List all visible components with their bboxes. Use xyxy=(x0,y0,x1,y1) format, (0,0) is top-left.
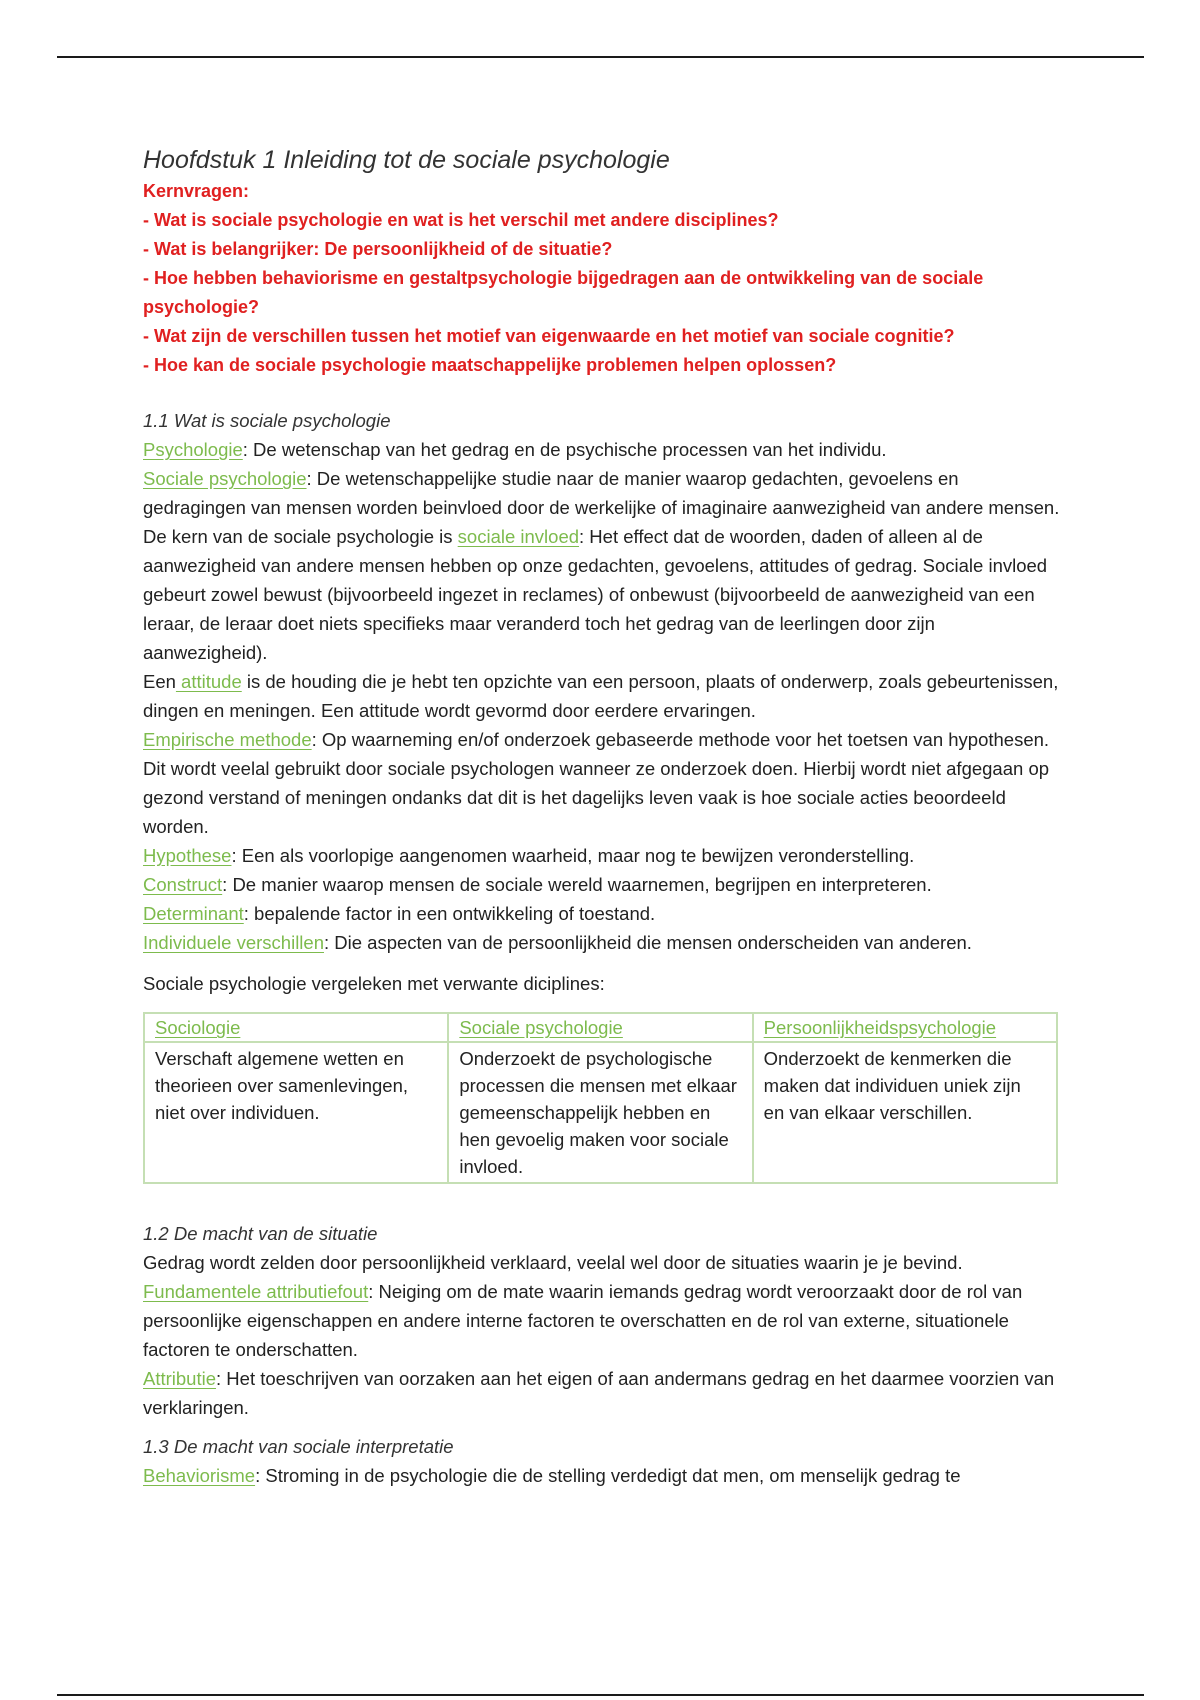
term-link[interactable]: Individuele verschillen xyxy=(143,932,324,953)
kernvraag-item: - Hoe hebben behaviorisme en gestaltpsychologie bijgedragen aan de ontwikkeling van de sociale psychologie? xyxy=(143,268,984,317)
definition-text: : De wetenschappelijke studie naar de manier waarop gedachten, gevoelens en gedragingen van mensen worden beinvloed door de werkelijke of imaginaire aanwezigheid van andere mensen. xyxy=(143,468,1060,518)
table-cell: Onderzoekt de kenmerken die maken dat individuen uniek zijn en van elkaar verschillen. xyxy=(753,1042,1057,1183)
definition-text: : bepalende factor in een ontwikkeling of toestand. xyxy=(243,903,656,924)
definition-psychologie xyxy=(143,435,1063,464)
definition-text: : Het toeschrijven van oorzaken aan het eigen of aan andermans gedrag en het daarmee voorzien van verklaringen. xyxy=(143,1368,1055,1418)
comparison-table xyxy=(143,1012,1058,1184)
definition-empirische-methode xyxy=(143,725,1063,841)
definition-sociale-psychologie xyxy=(143,464,1063,522)
footer-rule xyxy=(57,1694,1144,1696)
definition-text: : Het effect dat de woorden, daden of alleen al de aanwezigheid van andere mensen hebben op onze gedachten, gevoelens, attitudes of gedrag. Sociale invloed gebeurt zowel bewust (bijvoorbeeld ingezet in reclames) of onbewust (bijvoorbeeld de aanwezigheid van een leraar, de leraar doet niets specifieks maar veranderd toch het gedrag van de leerlingen door zijn aanwezigheid). xyxy=(143,526,1048,663)
term-link[interactable]: attitude xyxy=(175,671,242,692)
term-link[interactable]: Sociale psychologie xyxy=(459,1017,623,1038)
table-row xyxy=(144,1042,1057,1183)
comparison-lead: Sociale psychologie vergeleken met verwante diciplines: xyxy=(143,973,605,994)
term-link[interactable]: Hypothese xyxy=(143,845,232,866)
document-page xyxy=(143,143,1063,1490)
definition-attitude xyxy=(143,667,1063,725)
term-link[interactable]: Determinant xyxy=(143,903,244,924)
definition-text: : Die aspecten van de persoonlijkheid die mensen onderscheiden van anderen. xyxy=(324,932,972,953)
table-header-cell xyxy=(448,1013,752,1042)
section-heading-1-2: 1.2 De macht van de situatie xyxy=(143,1223,378,1244)
definition-text: : Stroming in de psychologie die de stelling verdedigt dat men, om menselijk gedrag te xyxy=(255,1465,961,1486)
kernvragen-label: Kernvragen: xyxy=(143,181,250,201)
term-link[interactable]: sociale invloed xyxy=(457,526,580,547)
definition-text: : Op waarneming en/of onderzoek gebaseerde methode voor het toetsen van hypothesen. Dit wordt veelal gebruikt door sociale psychologen wanneer ze onderzoek doen. Hierbij wordt niet afgegaan op gezond verstand of meningen ondanks dat dit is het dagelijks leven vaak is hoe sociale acties beoordeeld worden. xyxy=(143,729,1050,837)
section-heading-1-1: 1.1 Wat is sociale psychologie xyxy=(143,410,391,431)
definition-intro: De kern van de sociale psychologie is xyxy=(143,526,458,547)
section-heading-1-3: 1.3 De macht van sociale interpretatie xyxy=(143,1436,454,1457)
definition-attributie xyxy=(143,1364,1063,1422)
term-link[interactable]: Persoonlijkheidspsychologie xyxy=(763,1017,997,1038)
definition-individuele-verschillen xyxy=(143,928,1063,957)
definition-text: is de houding die je hebt ten opzichte van een persoon, plaats of onderwerp, zoals gebeurtenissen, dingen en meningen. Een attitude wordt gevormd door eerdere ervaringen. xyxy=(143,671,1059,721)
term-link[interactable]: Attributie xyxy=(143,1368,217,1389)
table-header-cell xyxy=(144,1013,448,1042)
definition-intro: Een xyxy=(143,671,176,692)
definition-fundamentele-attributiefout xyxy=(143,1277,1063,1364)
term-link[interactable]: Sociale psychologie xyxy=(143,468,307,489)
definition-text: : De manier waarop mensen de sociale wereld waarnemen, begrijpen en interpreteren. xyxy=(222,874,932,895)
term-link[interactable]: Behaviorisme xyxy=(143,1465,256,1486)
chapter-title: Hoofdstuk 1 Inleiding tot de sociale psychologie xyxy=(143,146,670,174)
table-header-row xyxy=(144,1013,1057,1042)
section-intro: Gedrag wordt zelden door persoonlijkheid verklaard, veelal wel door de situaties waarin je je bevind. xyxy=(143,1252,963,1273)
term-link[interactable]: Construct xyxy=(143,874,223,895)
definition-text: : Een als voorlopige aangenomen waarheid, maar nog te bewijzen veronderstelling. xyxy=(231,845,915,866)
kernvraag-item: - Wat zijn de verschillen tussen het motief van eigenwaarde en het motief van sociale cognitie? xyxy=(143,326,955,346)
definition-text: : De wetenschap van het gedrag en de psychische processen van het individu. xyxy=(242,439,887,460)
definition-hypothese xyxy=(143,841,1063,870)
term-link[interactable]: Empirische methode xyxy=(143,729,312,750)
term-link[interactable]: Psychologie xyxy=(143,439,243,460)
definition-determinant xyxy=(143,899,1063,928)
definition-sociale-invloed xyxy=(143,522,1063,667)
term-link[interactable]: Fundamentele attributiefout xyxy=(143,1281,369,1302)
header-rule xyxy=(57,56,1144,58)
table-cell: Onderzoekt de psychologische processen die mensen met elkaar gemeenschappelijk hebben en hen gevoelig maken voor sociale invloed. xyxy=(448,1042,752,1183)
kernvragen-block xyxy=(143,177,1063,380)
definition-construct xyxy=(143,870,1063,899)
kernvraag-item: - Wat is sociale psychologie en wat is het verschil met andere disciplines? xyxy=(143,210,779,230)
term-link[interactable]: Sociologie xyxy=(155,1017,241,1038)
table-header-cell xyxy=(753,1013,1057,1042)
table-cell: Verschaft algemene wetten en theorieen over samenlevingen, niet over individuen. xyxy=(144,1042,448,1183)
definition-behaviorisme xyxy=(143,1461,1063,1490)
definition-text: : Neiging om de mate waarin iemands gedrag wordt veroorzaakt door de rol van persoonlijke eigenschappen en andere interne factoren te overschatten en de rol van externe, situationele factoren te onderschatten. xyxy=(143,1281,1023,1360)
kernvraag-item: - Wat is belangrijker: De persoonlijkheid of de situatie? xyxy=(143,239,613,259)
kernvraag-item: - Hoe kan de sociale psychologie maatschappelijke problemen helpen oplossen? xyxy=(143,355,837,375)
